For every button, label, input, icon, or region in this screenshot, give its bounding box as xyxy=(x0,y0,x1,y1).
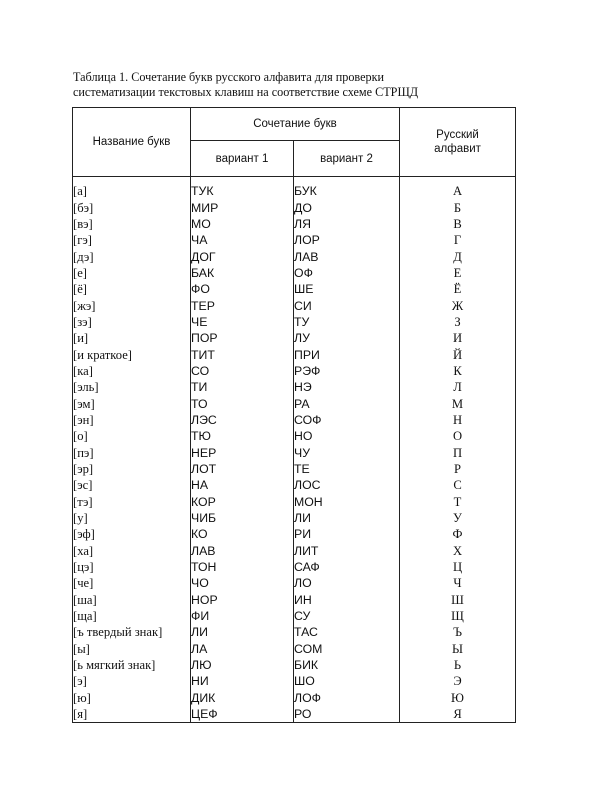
table-row xyxy=(73,461,516,477)
cell-letter-name: [че] xyxy=(73,575,191,591)
cell-alphabet-letter: Ы xyxy=(400,641,516,657)
cell-alphabet-letter: Г xyxy=(400,232,516,248)
header-alphabet-label: Русский алфавит xyxy=(434,129,481,155)
cell-variant-2: ИН xyxy=(294,592,400,608)
cell-variant-2: ТЕ xyxy=(294,461,400,477)
cell-variant-2: ТУ xyxy=(294,314,400,330)
cell-alphabet-letter: Л xyxy=(400,379,516,395)
table-row xyxy=(73,445,516,461)
cell-alphabet-letter: Й xyxy=(400,346,516,362)
cell-variant-1: ЛЭС xyxy=(191,412,294,428)
cell-letter-name: [эль] xyxy=(73,379,191,395)
cell-variant-1: ДОГ xyxy=(191,248,294,264)
header-alphabet xyxy=(400,108,516,177)
cell-variant-1: НИ xyxy=(191,673,294,689)
cell-variant-1: ЧО xyxy=(191,575,294,591)
cell-letter-name: [е] xyxy=(73,265,191,281)
cell-variant-1: КО xyxy=(191,526,294,542)
cell-alphabet-letter: Ь xyxy=(400,657,516,673)
cell-alphabet-letter: Х xyxy=(400,543,516,559)
table-body xyxy=(73,177,516,723)
cell-variant-1: ТИ xyxy=(191,379,294,395)
cell-variant-2: НЭ xyxy=(294,379,400,395)
cell-variant-1: МО xyxy=(191,216,294,232)
cell-letter-name: [тэ] xyxy=(73,494,191,510)
cell-letter-name: [а] xyxy=(73,183,191,199)
cell-variant-1: ЛА xyxy=(191,641,294,657)
cell-alphabet-letter: П xyxy=(400,445,516,461)
cell-alphabet-letter: Н xyxy=(400,412,516,428)
cell-variant-2: РА xyxy=(294,395,400,411)
caption-line-2: систематизации текстовых клавиш на соответствие схеме СТРЩД xyxy=(73,85,419,99)
table-row xyxy=(73,314,516,330)
cell-variant-2: РЭФ xyxy=(294,363,400,379)
cell-variant-1: СО xyxy=(191,363,294,379)
cell-alphabet-letter: Я xyxy=(400,706,516,723)
cell-variant-2: БУК xyxy=(294,183,400,199)
cell-letter-name: [у] xyxy=(73,510,191,526)
cell-letter-name: [ю] xyxy=(73,690,191,706)
table-row xyxy=(73,641,516,657)
cell-variant-2: ЛОС xyxy=(294,477,400,493)
table-row xyxy=(73,216,516,232)
cell-variant-1: ДИК xyxy=(191,690,294,706)
cell-variant-2: МОН xyxy=(294,494,400,510)
cell-variant-2: ДО xyxy=(294,199,400,215)
table-caption xyxy=(73,70,543,100)
cell-alphabet-letter: Ю xyxy=(400,690,516,706)
cell-variant-1: ПОР xyxy=(191,330,294,346)
cell-variant-1: ФИ xyxy=(191,608,294,624)
cell-variant-2: ЛЯ xyxy=(294,216,400,232)
cell-variant-2: САФ xyxy=(294,559,400,575)
cell-alphabet-letter: Р xyxy=(400,461,516,477)
table-row xyxy=(73,297,516,313)
cell-variant-2: ЛОФ xyxy=(294,690,400,706)
table-row xyxy=(73,624,516,640)
cell-variant-2: ТАС xyxy=(294,624,400,640)
cell-alphabet-letter: Б xyxy=(400,199,516,215)
cell-alphabet-letter: Ж xyxy=(400,297,516,313)
cell-letter-name: [гэ] xyxy=(73,232,191,248)
cell-variant-1: ЧА xyxy=(191,232,294,248)
cell-letter-name: [и] xyxy=(73,330,191,346)
table-row xyxy=(73,412,516,428)
table-row xyxy=(73,330,516,346)
cell-letter-name: [эр] xyxy=(73,461,191,477)
cell-alphabet-letter: Ц xyxy=(400,559,516,575)
cell-alphabet-letter: О xyxy=(400,428,516,444)
cell-variant-1: ЛИ xyxy=(191,624,294,640)
table-row xyxy=(73,379,516,395)
cell-variant-1: ЛОТ xyxy=(191,461,294,477)
table-row xyxy=(73,183,516,199)
cell-letter-name: [эн] xyxy=(73,412,191,428)
cell-letter-name: [и краткое] xyxy=(73,346,191,362)
cell-alphabet-letter: Д xyxy=(400,248,516,264)
cell-letter-name: [эс] xyxy=(73,477,191,493)
table-row xyxy=(73,428,516,444)
cell-variant-1: ЧИБ xyxy=(191,510,294,526)
cell-alphabet-letter: Щ xyxy=(400,608,516,624)
table-row xyxy=(73,281,516,297)
table-row xyxy=(73,706,516,723)
cell-variant-1: ТЮ xyxy=(191,428,294,444)
cell-letter-name: [зэ] xyxy=(73,314,191,330)
cell-variant-2: РО xyxy=(294,706,400,723)
table-row xyxy=(73,510,516,526)
cell-variant-2: БИК xyxy=(294,657,400,673)
header-letter-name: Название букв xyxy=(73,108,191,177)
table-row xyxy=(73,265,516,281)
cell-variant-2: СУ xyxy=(294,608,400,624)
table-row xyxy=(73,592,516,608)
cell-alphabet-letter: И xyxy=(400,330,516,346)
cell-variant-2: ШО xyxy=(294,673,400,689)
cell-variant-1: НА xyxy=(191,477,294,493)
cell-letter-name: [бэ] xyxy=(73,199,191,215)
header-combination: Сочетание букв xyxy=(191,108,400,141)
cell-letter-name: [э] xyxy=(73,673,191,689)
cell-letter-name: [ъ твердый знак] xyxy=(73,624,191,640)
table-row xyxy=(73,608,516,624)
cell-variant-2: ПРИ xyxy=(294,346,400,362)
header-variant-1: вариант 1 xyxy=(191,141,294,177)
cell-letter-name: [дэ] xyxy=(73,248,191,264)
cell-variant-2: СОМ xyxy=(294,641,400,657)
cell-alphabet-letter: Е xyxy=(400,265,516,281)
cell-alphabet-letter: А xyxy=(400,183,516,199)
cell-variant-1: ТЕР xyxy=(191,297,294,313)
cell-alphabet-letter: В xyxy=(400,216,516,232)
cell-variant-2: ЛУ xyxy=(294,330,400,346)
cell-alphabet-letter: Э xyxy=(400,673,516,689)
table-row xyxy=(73,690,516,706)
cell-letter-name: [ка] xyxy=(73,363,191,379)
cell-variant-1: ТИТ xyxy=(191,346,294,362)
cell-variant-1: ЛЮ xyxy=(191,657,294,673)
cell-letter-name: [ша] xyxy=(73,592,191,608)
table-row xyxy=(73,346,516,362)
cell-alphabet-letter: Ф xyxy=(400,526,516,542)
cell-alphabet-letter: Т xyxy=(400,494,516,510)
cell-alphabet-letter: Ш xyxy=(400,592,516,608)
cell-variant-2: ЛИТ xyxy=(294,543,400,559)
cell-variant-2: РИ xyxy=(294,526,400,542)
cell-variant-1: ЛАВ xyxy=(191,543,294,559)
cell-variant-1: ФО xyxy=(191,281,294,297)
cell-letter-name: [эм] xyxy=(73,395,191,411)
cell-alphabet-letter: М xyxy=(400,395,516,411)
cell-letter-name: [я] xyxy=(73,706,191,723)
table-row xyxy=(73,526,516,542)
cell-variant-1: ТО xyxy=(191,395,294,411)
cell-alphabet-letter: К xyxy=(400,363,516,379)
cell-variant-1: МИР xyxy=(191,199,294,215)
cell-letter-name: [жэ] xyxy=(73,297,191,313)
cell-alphabet-letter: Ъ xyxy=(400,624,516,640)
cell-variant-2: ЛО xyxy=(294,575,400,591)
table-row xyxy=(73,657,516,673)
table-row xyxy=(73,395,516,411)
caption-line-1: Таблица 1. Сочетание букв русского алфавита для проверки xyxy=(73,70,385,84)
table-row xyxy=(73,477,516,493)
table-row xyxy=(73,248,516,264)
cell-variant-1: ТОН xyxy=(191,559,294,575)
cell-letter-name: [цэ] xyxy=(73,559,191,575)
cell-alphabet-letter: Ч xyxy=(400,575,516,591)
cell-variant-1: НОР xyxy=(191,592,294,608)
cell-variant-1: КОР xyxy=(191,494,294,510)
table-row xyxy=(73,232,516,248)
cell-variant-2: ЛОР xyxy=(294,232,400,248)
cell-variant-2: ШЕ xyxy=(294,281,400,297)
cell-variant-2: НО xyxy=(294,428,400,444)
cell-variant-2: ЛАВ xyxy=(294,248,400,264)
cell-letter-name: [о] xyxy=(73,428,191,444)
table-row xyxy=(73,673,516,689)
cell-variant-1: НЕР xyxy=(191,445,294,461)
cell-variant-2: СОФ xyxy=(294,412,400,428)
cell-variant-1: ЧЕ xyxy=(191,314,294,330)
cell-alphabet-letter: У xyxy=(400,510,516,526)
cell-variant-2: СИ xyxy=(294,297,400,313)
cell-letter-name: [ь мягкий знак] xyxy=(73,657,191,673)
table-row xyxy=(73,494,516,510)
cell-alphabet-letter: З xyxy=(400,314,516,330)
cell-letter-name: [ы] xyxy=(73,641,191,657)
header-variant-2: вариант 2 xyxy=(294,141,400,177)
table-row xyxy=(73,575,516,591)
table-row xyxy=(73,559,516,575)
table-row xyxy=(73,199,516,215)
cell-variant-2: ОФ xyxy=(294,265,400,281)
cell-alphabet-letter: С xyxy=(400,477,516,493)
cell-letter-name: [ё] xyxy=(73,281,191,297)
cell-variant-1: БАК xyxy=(191,265,294,281)
cell-letter-name: [вэ] xyxy=(73,216,191,232)
cell-variant-2: ЛИ xyxy=(294,510,400,526)
letters-table xyxy=(72,107,516,723)
cell-letter-name: [ща] xyxy=(73,608,191,624)
table-row xyxy=(73,363,516,379)
table-row xyxy=(73,543,516,559)
cell-variant-1: ТУК xyxy=(191,183,294,199)
cell-letter-name: [пэ] xyxy=(73,445,191,461)
cell-letter-name: [ха] xyxy=(73,543,191,559)
cell-variant-1: ЦЕФ xyxy=(191,706,294,723)
cell-alphabet-letter: Ё xyxy=(400,281,516,297)
cell-letter-name: [эф] xyxy=(73,526,191,542)
cell-variant-2: ЧУ xyxy=(294,445,400,461)
